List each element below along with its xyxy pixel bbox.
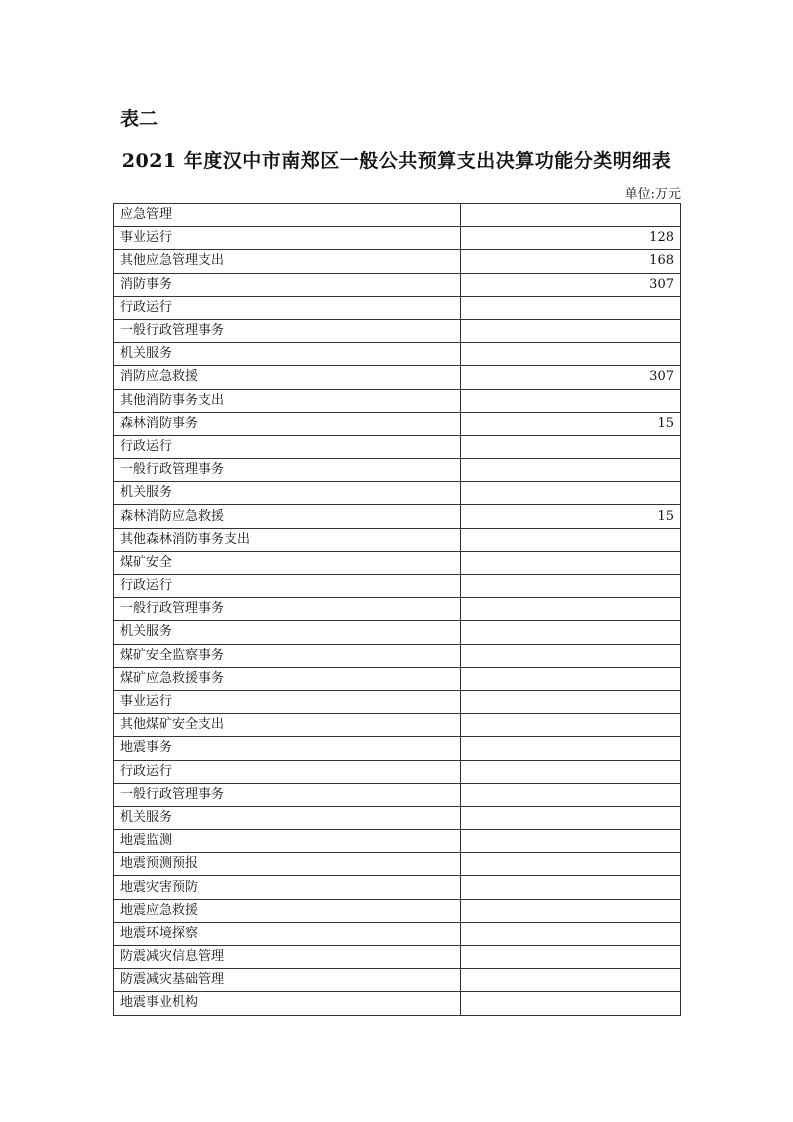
item-name-cell: 煤矿安全 <box>114 551 461 574</box>
table-row <box>114 737 681 760</box>
amount-cell <box>461 946 681 969</box>
table-row <box>114 667 681 690</box>
item-name-cell: 消防事务 <box>114 273 461 296</box>
table-row <box>114 227 681 250</box>
item-name-cell: 机关服务 <box>114 806 461 829</box>
table-row <box>114 714 681 737</box>
amount-cell <box>461 389 681 412</box>
amount-cell <box>461 922 681 945</box>
item-name-cell: 应急管理 <box>114 204 461 227</box>
table-row <box>114 482 681 505</box>
table-row <box>114 922 681 945</box>
amount-cell: 15 <box>461 505 681 528</box>
item-name-cell: 事业运行 <box>114 690 461 713</box>
amount-cell <box>461 690 681 713</box>
amount-cell <box>461 204 681 227</box>
table-row <box>114 899 681 922</box>
amount-cell <box>461 992 681 1015</box>
amount-cell <box>461 876 681 899</box>
table-row <box>114 551 681 574</box>
table-row <box>114 296 681 319</box>
table-row <box>114 343 681 366</box>
unit-label: 单位:万元 <box>624 187 681 202</box>
table-row <box>114 946 681 969</box>
table-row <box>114 853 681 876</box>
table-row <box>114 575 681 598</box>
table-row <box>114 690 681 713</box>
item-name-cell: 其他消防事务支出 <box>114 389 461 412</box>
amount-cell <box>461 575 681 598</box>
item-name-cell: 森林消防应急救援 <box>114 505 461 528</box>
table-row <box>114 204 681 227</box>
table-label: 表二 <box>120 108 159 130</box>
amount-cell: 128 <box>461 227 681 250</box>
amount-cell <box>461 737 681 760</box>
item-name-cell: 地震事务 <box>114 737 461 760</box>
amount-cell: 15 <box>461 412 681 435</box>
table-row <box>114 621 681 644</box>
table-row <box>114 459 681 482</box>
item-name-cell: 煤矿应急救援事务 <box>114 667 461 690</box>
table-row <box>114 389 681 412</box>
item-name-cell: 一般行政管理事务 <box>114 598 461 621</box>
amount-cell <box>461 714 681 737</box>
item-name-cell: 煤矿安全监察事务 <box>114 644 461 667</box>
amount-cell <box>461 482 681 505</box>
item-name-cell: 事业运行 <box>114 227 461 250</box>
table-row <box>114 783 681 806</box>
amount-cell <box>461 528 681 551</box>
item-name-cell: 一般行政管理事务 <box>114 459 461 482</box>
amount-cell: 307 <box>461 366 681 389</box>
table-row <box>114 598 681 621</box>
item-name-cell: 行政运行 <box>114 435 461 458</box>
table-row <box>114 528 681 551</box>
table-row <box>114 876 681 899</box>
item-name-cell: 一般行政管理事务 <box>114 783 461 806</box>
item-name-cell: 机关服务 <box>114 343 461 366</box>
table-row <box>114 412 681 435</box>
table-row <box>114 250 681 273</box>
amount-cell <box>461 783 681 806</box>
item-name-cell: 地震预测预报 <box>114 853 461 876</box>
document-title: 2021 年度汉中市南郑区一般公共预算支出决算功能分类明细表 <box>121 150 672 172</box>
item-name-cell: 行政运行 <box>114 575 461 598</box>
amount-cell: 168 <box>461 250 681 273</box>
item-name-cell: 地震灾害预防 <box>114 876 461 899</box>
budget-table-body <box>114 204 681 1016</box>
table-row <box>114 435 681 458</box>
item-name-cell: 防震减灾基础管理 <box>114 969 461 992</box>
item-name-cell: 地震环境探察 <box>114 922 461 945</box>
amount-cell <box>461 667 681 690</box>
amount-cell <box>461 830 681 853</box>
table-row <box>114 830 681 853</box>
item-name-cell: 地震应急救援 <box>114 899 461 922</box>
item-name-cell: 防震减灾信息管理 <box>114 946 461 969</box>
amount-cell <box>461 806 681 829</box>
item-name-cell: 其他煤矿安全支出 <box>114 714 461 737</box>
item-name-cell: 消防应急救援 <box>114 366 461 389</box>
item-name-cell: 地震事业机构 <box>114 992 461 1015</box>
table-row <box>114 644 681 667</box>
amount-cell <box>461 853 681 876</box>
table-row <box>114 806 681 829</box>
amount-cell <box>461 319 681 342</box>
item-name-cell: 一般行政管理事务 <box>114 319 461 342</box>
item-name-cell: 其他森林消防事务支出 <box>114 528 461 551</box>
table-row <box>114 319 681 342</box>
item-name-cell: 行政运行 <box>114 296 461 319</box>
amount-cell <box>461 621 681 644</box>
amount-cell: 307 <box>461 273 681 296</box>
item-name-cell: 机关服务 <box>114 482 461 505</box>
item-name-cell: 其他应急管理支出 <box>114 250 461 273</box>
table-row <box>114 760 681 783</box>
amount-cell <box>461 969 681 992</box>
amount-cell <box>461 459 681 482</box>
amount-cell <box>461 551 681 574</box>
amount-cell <box>461 435 681 458</box>
amount-cell <box>461 598 681 621</box>
table-row <box>114 992 681 1015</box>
amount-cell <box>461 899 681 922</box>
amount-cell <box>461 296 681 319</box>
table-row <box>114 366 681 389</box>
amount-cell <box>461 760 681 783</box>
item-name-cell: 森林消防事务 <box>114 412 461 435</box>
table-row <box>114 273 681 296</box>
item-name-cell: 机关服务 <box>114 621 461 644</box>
item-name-cell: 地震监测 <box>114 830 461 853</box>
table-row <box>114 969 681 992</box>
amount-cell <box>461 343 681 366</box>
item-name-cell: 行政运行 <box>114 760 461 783</box>
table-row <box>114 505 681 528</box>
budget-table <box>113 203 681 1016</box>
amount-cell <box>461 644 681 667</box>
